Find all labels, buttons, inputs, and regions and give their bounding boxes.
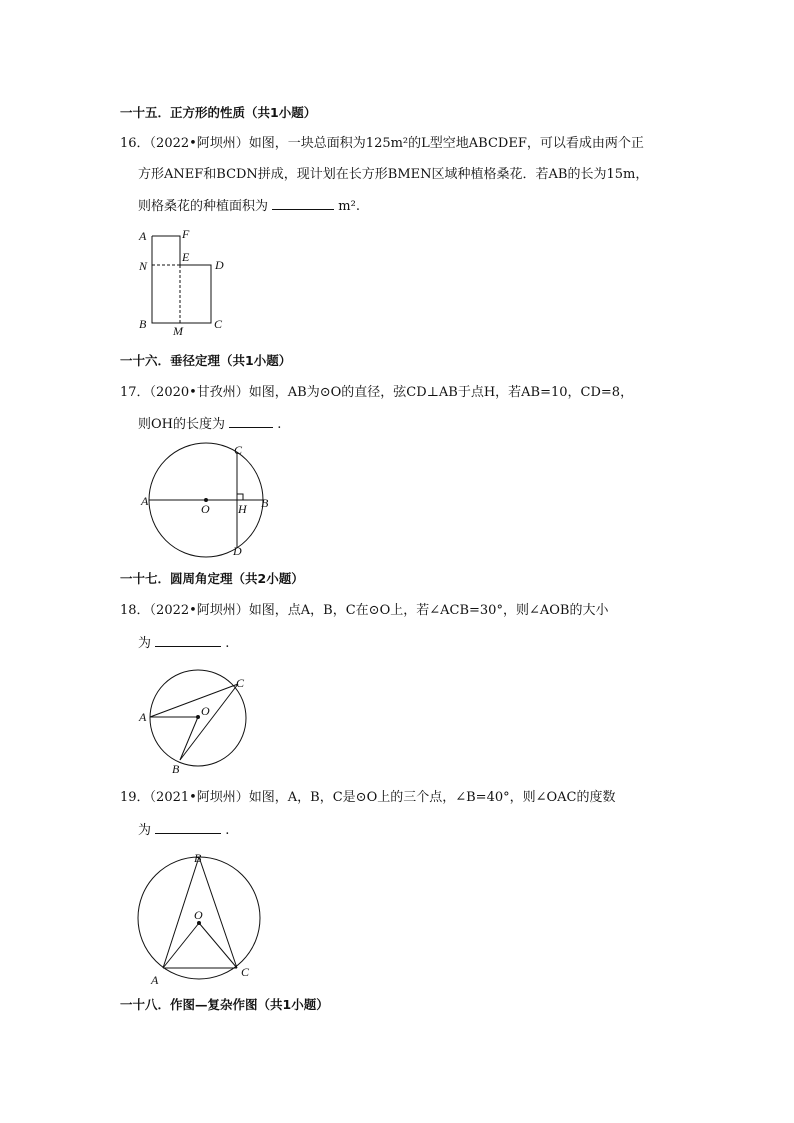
question-18-prompt: 为 <box>138 636 152 651</box>
segment-oc <box>199 923 237 968</box>
question-16-prompt: 则格桑花的种植面积为 <box>138 199 269 214</box>
figure-l-shaped-plot <box>130 224 240 342</box>
question-16-line-3 <box>138 197 360 216</box>
label-b: B <box>261 496 269 510</box>
question-18-end: . <box>225 636 230 651</box>
question-19-line-1: 19．（2021•阿坝州）如图，A，B，C是⊙O上的三个点，∠B=40°，则∠OAC的度数 <box>120 790 616 805</box>
question-16-line-1: 16．（2022•阿坝州）如图，一块总面积为125m²的L型空地ABCDEF，可以看成由两个正 <box>120 136 644 151</box>
label-m: M <box>173 324 183 338</box>
label-b: B <box>172 762 180 776</box>
label-h: H <box>238 502 247 516</box>
label-b: B <box>139 317 147 331</box>
question-19-line-2 <box>138 821 229 840</box>
label-b: B <box>194 851 202 865</box>
question-18-line-1: 18．（2022•阿坝州）如图，点A，B，C在⊙O上，若∠ACB=30°，则∠AOB的大小 <box>120 603 609 618</box>
question-17-prompt: 则OH的长度为 <box>138 417 225 432</box>
figure-circle-chord <box>130 440 280 562</box>
label-o: O <box>201 704 210 718</box>
section-heading-17: 一十七．圆周角定理（共2小题） <box>120 571 304 586</box>
answer-blank-19[interactable] <box>155 821 221 834</box>
label-c: C <box>214 317 223 331</box>
question-17-line-1: 17．（2020•甘孜州）如图，AB为⊙O的直径，弦CD⊥AB于点H，若AB=10，CD=8， <box>120 385 634 400</box>
label-c: C <box>234 443 243 457</box>
question-17-line-2 <box>138 415 281 434</box>
question-19-prompt: 为 <box>138 823 152 838</box>
question-16-unit: m². <box>338 199 360 214</box>
segment-bc <box>199 857 237 968</box>
label-c: C <box>241 965 250 979</box>
label-o: O <box>201 502 210 516</box>
label-f: F <box>182 227 190 241</box>
right-angle-mark <box>237 494 243 500</box>
label-o: O <box>194 908 203 922</box>
section-heading-16: 一十六．垂径定理（共1小题） <box>120 353 292 368</box>
segment-ao <box>163 923 199 968</box>
figure-inscribed-angle-2 <box>130 846 275 991</box>
label-a: A <box>151 973 159 987</box>
question-16-line-2: 方形ANEF和BCDN拼成，现计划在长方形BMEN区域种植格桑花．若AB的长为15m， <box>138 167 649 182</box>
label-d: D <box>233 544 242 558</box>
answer-blank-16[interactable] <box>272 197 334 210</box>
section-heading-18: 一十八．作图—复杂作图（共1小题） <box>120 997 329 1012</box>
label-c: C <box>236 676 245 690</box>
label-a: A <box>139 710 147 724</box>
question-19-end: . <box>225 823 230 838</box>
label-a: A <box>141 494 149 508</box>
question-17-end: . <box>277 417 282 432</box>
label-a: A <box>139 229 147 243</box>
label-e: E <box>182 250 190 264</box>
answer-blank-17[interactable] <box>229 415 273 428</box>
label-d: D <box>215 258 224 272</box>
figure-inscribed-angle-1 <box>132 666 257 778</box>
segment-ob <box>180 717 198 760</box>
label-n: N <box>139 259 148 273</box>
center-point-o <box>196 715 200 719</box>
question-18-line-2 <box>138 634 229 653</box>
answer-blank-18[interactable] <box>155 634 221 647</box>
section-heading-15: 一十五．正方形的性质（共1小题） <box>120 105 317 120</box>
